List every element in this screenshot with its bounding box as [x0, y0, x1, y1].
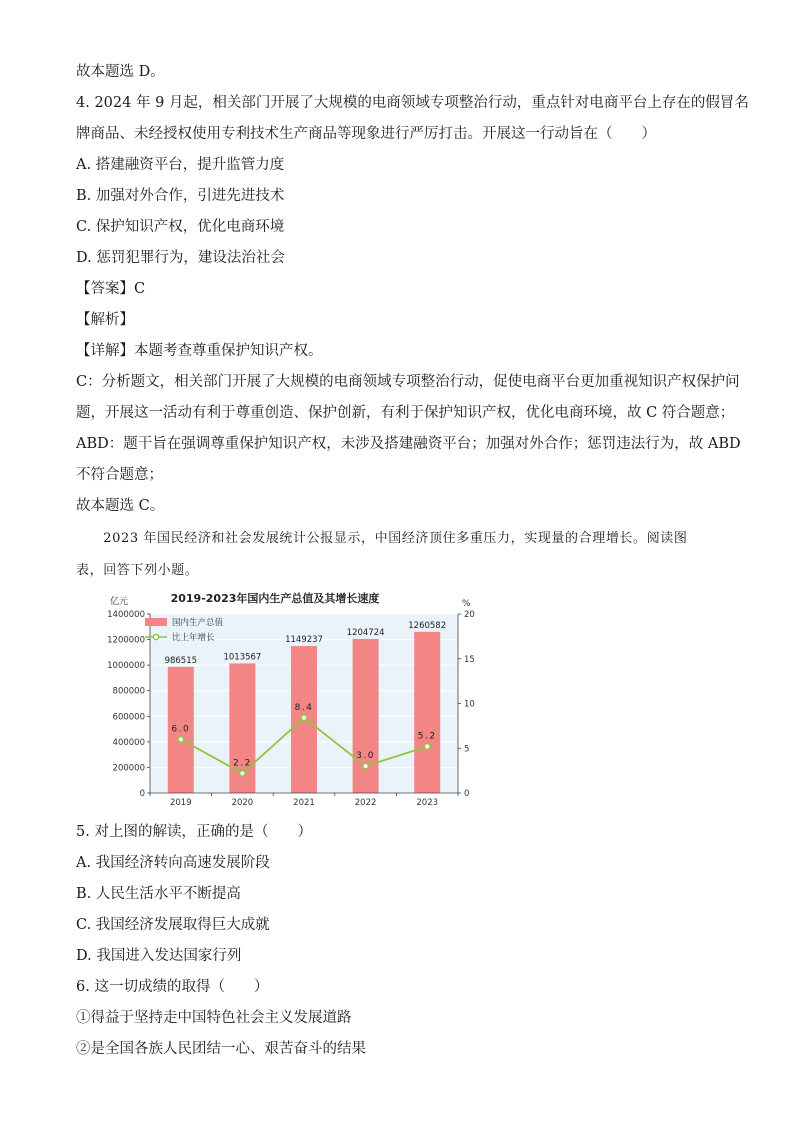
growth-value-label: 8.4 — [294, 702, 314, 713]
option-a: A. 搭建融资平台，提升监管力度 — [76, 157, 285, 173]
bar — [353, 639, 379, 793]
growth-point — [240, 771, 246, 777]
q6-statement-1: ①得益于坚持走中国特色社会主义发展道路 — [76, 1010, 352, 1026]
legend-bar-label: 国内生产总值 — [172, 618, 224, 628]
intro-line: 2023 年国民经济和社会发展统计公报显示，中国经济顶住多重压力，实现量的合理增长。阅读图 — [76, 531, 688, 546]
growth-value-label: 5.2 — [417, 731, 437, 742]
chart-title: 2019-2023年国内生产总值及其增长速度 — [170, 592, 380, 605]
question-5: 5. 对上图的解读，正确的是（ ） — [76, 824, 312, 840]
legend-line-label: 比上年增长 — [172, 633, 215, 643]
y-tick-label-left: 1000000 — [107, 661, 145, 672]
x-tick-label: 2023 — [416, 798, 439, 808]
x-tick-label: 2022 — [354, 798, 377, 808]
intro-line: 表，回答下列小题。 — [76, 563, 199, 578]
growth-point — [424, 744, 430, 750]
y-axis-right-unit: % — [462, 599, 471, 609]
gdp-chart — [90, 592, 490, 808]
bar-value-label: 1204724 — [346, 627, 385, 638]
question-6: 6. 这一切成绩的取得（ ） — [76, 979, 269, 995]
growth-point — [178, 737, 184, 743]
growth-point — [301, 715, 307, 721]
legend-bar-swatch — [145, 618, 167, 626]
bar-value-label: 1013567 — [223, 652, 262, 663]
y-tick-label-left: 1400000 — [107, 610, 145, 620]
y-tick-label-left: 600000 — [112, 712, 145, 723]
q6-statement-2: ②是全国各族人民团结一心、艰苦奋斗的结果 — [76, 1041, 366, 1057]
q5-option-d: D. 我国进入发达国家行列 — [76, 948, 242, 964]
y-tick-label-right: 10 — [464, 699, 475, 710]
y-tick-label-left: 0 — [139, 789, 145, 799]
bar-value-label: 1149237 — [285, 635, 323, 646]
y-tick-label-left: 800000 — [112, 686, 145, 697]
growth-value-label: 3.0 — [356, 751, 376, 762]
text-line: ABD：题干旨在强调尊重保护知识产权，未涉及搭建融资平台；加强对外合作；惩罚违法行为，故 ABD — [76, 436, 741, 452]
q5-option-c: C. 我国经济发展取得巨大成就 — [76, 917, 270, 933]
text-line: 4. 2024 年 9 月起，相关部门开展了大规模的电商领域专项整治行动，重点针对电商平台上存在的假冒名 — [76, 95, 749, 111]
x-tick-label: 2019 — [169, 798, 192, 808]
bar-value-label: 1260582 — [408, 620, 447, 631]
x-tick-label: 2020 — [231, 798, 254, 808]
q5-option-a: A. 我国经济转向高速发展阶段 — [76, 855, 270, 871]
growth-point — [363, 763, 369, 769]
y-tick-label-left: 1200000 — [107, 635, 145, 646]
text-line: 【详解】本题考查尊重保护知识产权。 — [76, 343, 323, 359]
q5-option-b: B. 人民生活水平不断提高 — [76, 886, 241, 902]
text-line: 题，开展这一活动有利于尊重创造、保护创新，有利于保护知识产权，优化电商环境，故 C 符合题意； — [76, 405, 735, 421]
y-tick-label-right: 5 — [464, 744, 470, 755]
option-b: B. 加强对外合作，引进先进技术 — [76, 188, 285, 204]
text-line: C：分析题文，相关部门开展了大规模的电商领域专项整治行动，促使电商平台更加重视知识产权保护问 — [76, 374, 740, 390]
y-tick-label-left: 400000 — [112, 737, 145, 748]
text-line: 不符合题意； — [76, 467, 163, 483]
analysis-heading: 【解析】 — [76, 312, 134, 328]
y-tick-label-right: 20 — [464, 610, 475, 620]
option-c: C. 保护知识产权，优化电商环境 — [76, 219, 285, 235]
text-line: 牌商品、未经授权使用专利技术生产商品等现象进行严厉打击。开展这一行动旨在（ ） — [76, 126, 656, 142]
growth-value-label: 2.2 — [232, 758, 252, 769]
x-tick-label: 2021 — [293, 798, 315, 808]
legend-line-marker — [153, 634, 158, 639]
option-d: D. 惩罚犯罪行为，建设法治社会 — [76, 250, 285, 266]
y-axis-left-unit: 亿元 — [110, 597, 129, 607]
y-tick-label-right: 15 — [464, 654, 475, 665]
y-tick-label-left: 200000 — [112, 763, 145, 774]
bar — [414, 632, 440, 793]
growth-value-label: 6.0 — [171, 724, 191, 735]
y-tick-label-right: 0 — [464, 789, 470, 799]
text-line: 故本题选 D。 — [76, 64, 165, 80]
text-line: 故本题选 C。 — [76, 498, 165, 514]
bar-value-label: 986515 — [164, 655, 198, 666]
answer-line: 【答案】C — [76, 281, 146, 297]
